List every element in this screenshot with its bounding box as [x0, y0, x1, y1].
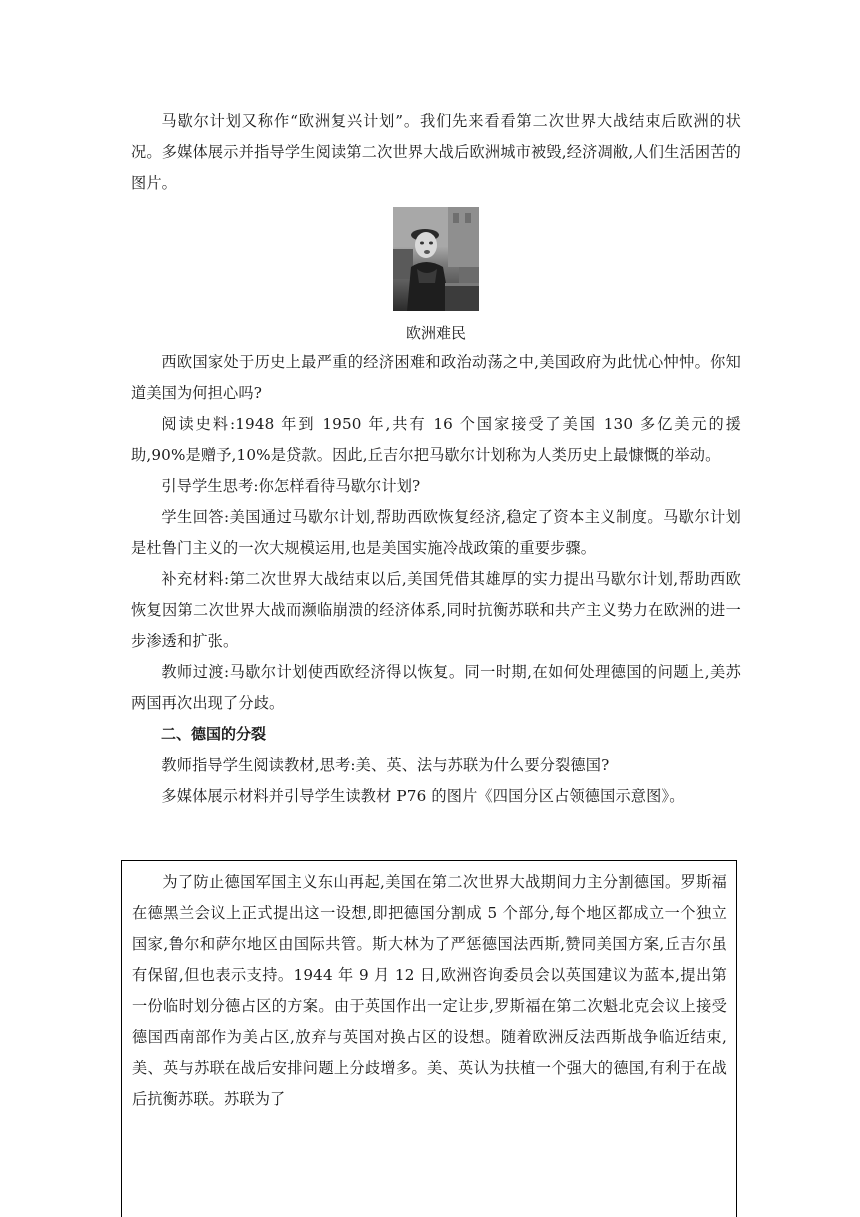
material-box [121, 860, 737, 1217]
paragraph: 西欧国家处于历史上最严重的经济困难和政治动荡之中,美国政府为此忧心忡忡。你知道美国为何担心吗? [131, 353, 741, 402]
refugee-photo-icon [393, 207, 479, 311]
document-body [131, 106, 741, 812]
paragraph: 补充材料:第二次世界大战结束以后,美国凭借其雄厚的实力提出马歇尔计划,帮助西欧恢复因第二次世界大战而濒临崩溃的经济体系,同时抗衡苏联和共产主义势力在欧洲的进一步渗透和扩张。 [131, 570, 741, 650]
paragraph: 教师指导学生阅读教材,思考:美、英、法与苏联为什么要分裂德国? [161, 756, 610, 774]
paragraph: 多媒体展示材料并引导学生读教材 P76 的图片《四国分区占领德国示意图》。 [161, 787, 685, 805]
paragraph: 阅读史料:1948 年到 1950 年,共有 16 个国家接受了美国 130 多亿美元的援助,90%是赠予,10%是贷款。因此,丘吉尔把马歇尔计划称为人类历史上最慷慨的举动。 [131, 415, 741, 464]
paragraph-intro: 马歇尔计划又称作“欧洲复兴计划”。我们先来看看第二次世界大战结束后欧洲的状况。多媒体展示并指导学生阅读第二次世界大战后欧洲城市被毁,经济凋敝,人们生活困苦的图片。 [131, 112, 741, 192]
section-heading: 二、德国的分裂 [161, 725, 267, 743]
paragraph: 引导学生思考:你怎样看待马歇尔计划? [161, 477, 421, 495]
figure [131, 207, 741, 345]
material-box-text: 为了防止德国军国主义东山再起,美国在第二次世界大战期间力主分割德国。罗斯福在德黑兰会议上正式提出这一设想,即把德国分割成 5 个部分,每个地区都成立一个独立国家,鲁尔和萨尔地区由国际共管。斯大林为了严惩德国法西斯,赞同美国方案,丘吉尔虽有保留,但也表示支持。1944 年 9 月 12 日,欧洲咨询委员会以英国建议为蓝本,提出第一份临时划分德占区的方案。由于英国作出一定让步,罗斯福在第二次魁北克会议上接受德国西南部作为美占区,放弃与英国对换占区的设想。随着欧洲反法西斯战争临近结束,美、英与苏联在战后安排问题上分歧增多。美、英认为扶植一个强大的德国,有利于在战后抗衡苏联。苏联为了 [132, 873, 727, 1108]
paragraph: 学生回答:美国通过马歇尔计划,帮助西欧恢复经济,稳定了资本主义制度。马歇尔计划是杜鲁门主义的一次大规模运用,也是美国实施冷战政策的重要步骤。 [131, 508, 741, 557]
paragraph: 教师过渡:马歇尔计划使西欧经济得以恢复。同一时期,在如何处理德国的问题上,美苏两国再次出现了分歧。 [131, 663, 741, 712]
figure-caption: 欧洲难民 [405, 324, 466, 342]
